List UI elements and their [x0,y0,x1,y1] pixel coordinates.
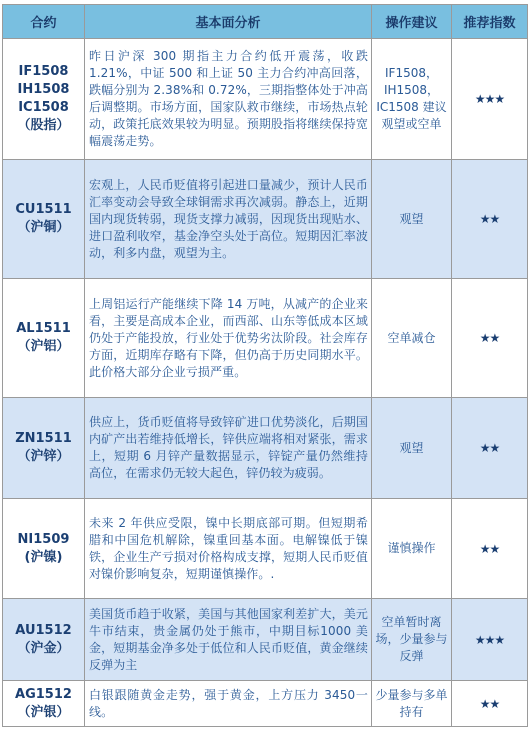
rating-cell: ★★ [452,160,528,279]
contract-code: AL1511 [16,321,71,336]
contract-code: NI1509 [17,531,70,547]
rating-cell: ★★ [452,398,528,499]
contract-cell [3,681,85,727]
analysis-cell: 上周铝运行产能继续下降 14 万吨，从减产的企业来看，主要是高成本企业，而西部、山东等低成本区域仍处于产能投放，行业处于优势劣汰阶段。社会库存方面，近期库存略有下降，但仍高于历史同期水平。此价格大部分企业亏损严重。 [85,279,372,398]
advice-cell: 空单暂时离场，少量参与反弹 [372,599,452,681]
contract-category: （沪锌） [17,449,70,464]
table-header-row [3,5,528,39]
analysis-cell: 宏观上，人民币贬值将引起进口量减少，预计人民币汇率变动会导致全球铜需求再次减弱。静态上，近期国内现货转弱，现货支撑力减弱，因现货出现贴水、进口盈利收窄，基金净空头处于高位。短期因汇率波动，利多内盘，观望为主。 [85,160,372,279]
analysis-cell: 白银跟随黄金走势，强于黄金，上方压力 3450一线。 [85,681,372,727]
contract-cell [3,279,85,398]
contract-category: （沪银） [17,704,70,720]
advice-cell: 谨慎操作 [372,499,452,599]
rating-cell: ★★★ [452,599,528,681]
table-row [3,499,528,599]
table-row [3,681,528,727]
header-rating: 推荐指数 [452,5,528,39]
table-row [3,599,528,681]
rating-cell: ★★ [452,499,528,599]
contract-code: IH1508 [17,82,70,97]
contract-code: CU1511 [15,202,72,217]
contract-category: （沪铝） [17,339,70,354]
advice-cell: IF1508，IH1508，IC1508 建议观望或空单 [372,39,452,160]
advice-cell: 少量参与多单持有 [372,681,452,727]
rating-cell: ★★★ [452,39,528,160]
rating-cell: ★★ [452,681,528,727]
analysis-cell: 美国货币趋于收紧，美国与其他国家利差扩大，美元牛市结束，贵金属仍处于熊市，中期目标1000 美金，短期基金净多处于低位和人民币贬值，黄金继续反弹为主 [85,599,372,681]
futures-analysis-table [2,4,528,727]
contract-code: ZN1511 [15,431,72,446]
contract-category: （沪铜） [17,220,70,235]
contract-cell [3,599,85,681]
contract-cell [3,499,85,599]
analysis-cell: 昨日沪深 300 期指主力合约低开震荡，收跌1.21%，中证 500 和上证 50 主力合约冲高回落，跌幅分别为 2.38%和 0.72%，三期指整体处于冲高后调整期。市场方面，国家队救市继续，市场热点轮动，政策托底效果较为明显。预期股指将继续保持宽幅震荡走势。 [85,39,372,160]
contract-code: IF1508 [18,64,69,79]
advice-cell: 观望 [372,160,452,279]
contract-category: （沪金） [17,640,70,656]
advice-cell: 观望 [372,398,452,499]
contract-cell [3,398,85,499]
contract-code: AU1512 [15,622,72,638]
contract-category: （股指） [17,118,70,133]
contract-category: (沪镍) [24,549,63,565]
advice-cell: 空单减仓 [372,279,452,398]
analysis-cell: 供应上，货币贬值将导致锌矿进口优势淡化，后期国内矿产出若维持低增长，锌供应端将相对紧张，需求上，短期 6 月锌产量数据显示，锌锭产量仍然维持高位，在需求仍无较大起色，锌仍较为疲弱。 [85,398,372,499]
contract-code: AG1512 [15,686,72,702]
table-row [3,279,528,398]
table-row [3,398,528,499]
header-advice: 操作建议 [372,5,452,39]
contract-cell [3,160,85,279]
rating-cell: ★★ [452,279,528,398]
contract-cell [3,39,85,160]
contract-code: IC1508 [18,100,69,115]
header-contract: 合约 [3,5,85,39]
header-analysis: 基本面分析 [85,5,372,39]
table-row [3,160,528,279]
analysis-cell: 未来 2 年供应受限，镍中长期底部可期。但短期希腊和中国危机解除，镍重回基本面。电解镍低于镍铁，企业生产亏损对价格构成支撑，短期人民币贬值对镍价影响复杂，短期谨慎操作。. [85,499,372,599]
table-row [3,39,528,160]
